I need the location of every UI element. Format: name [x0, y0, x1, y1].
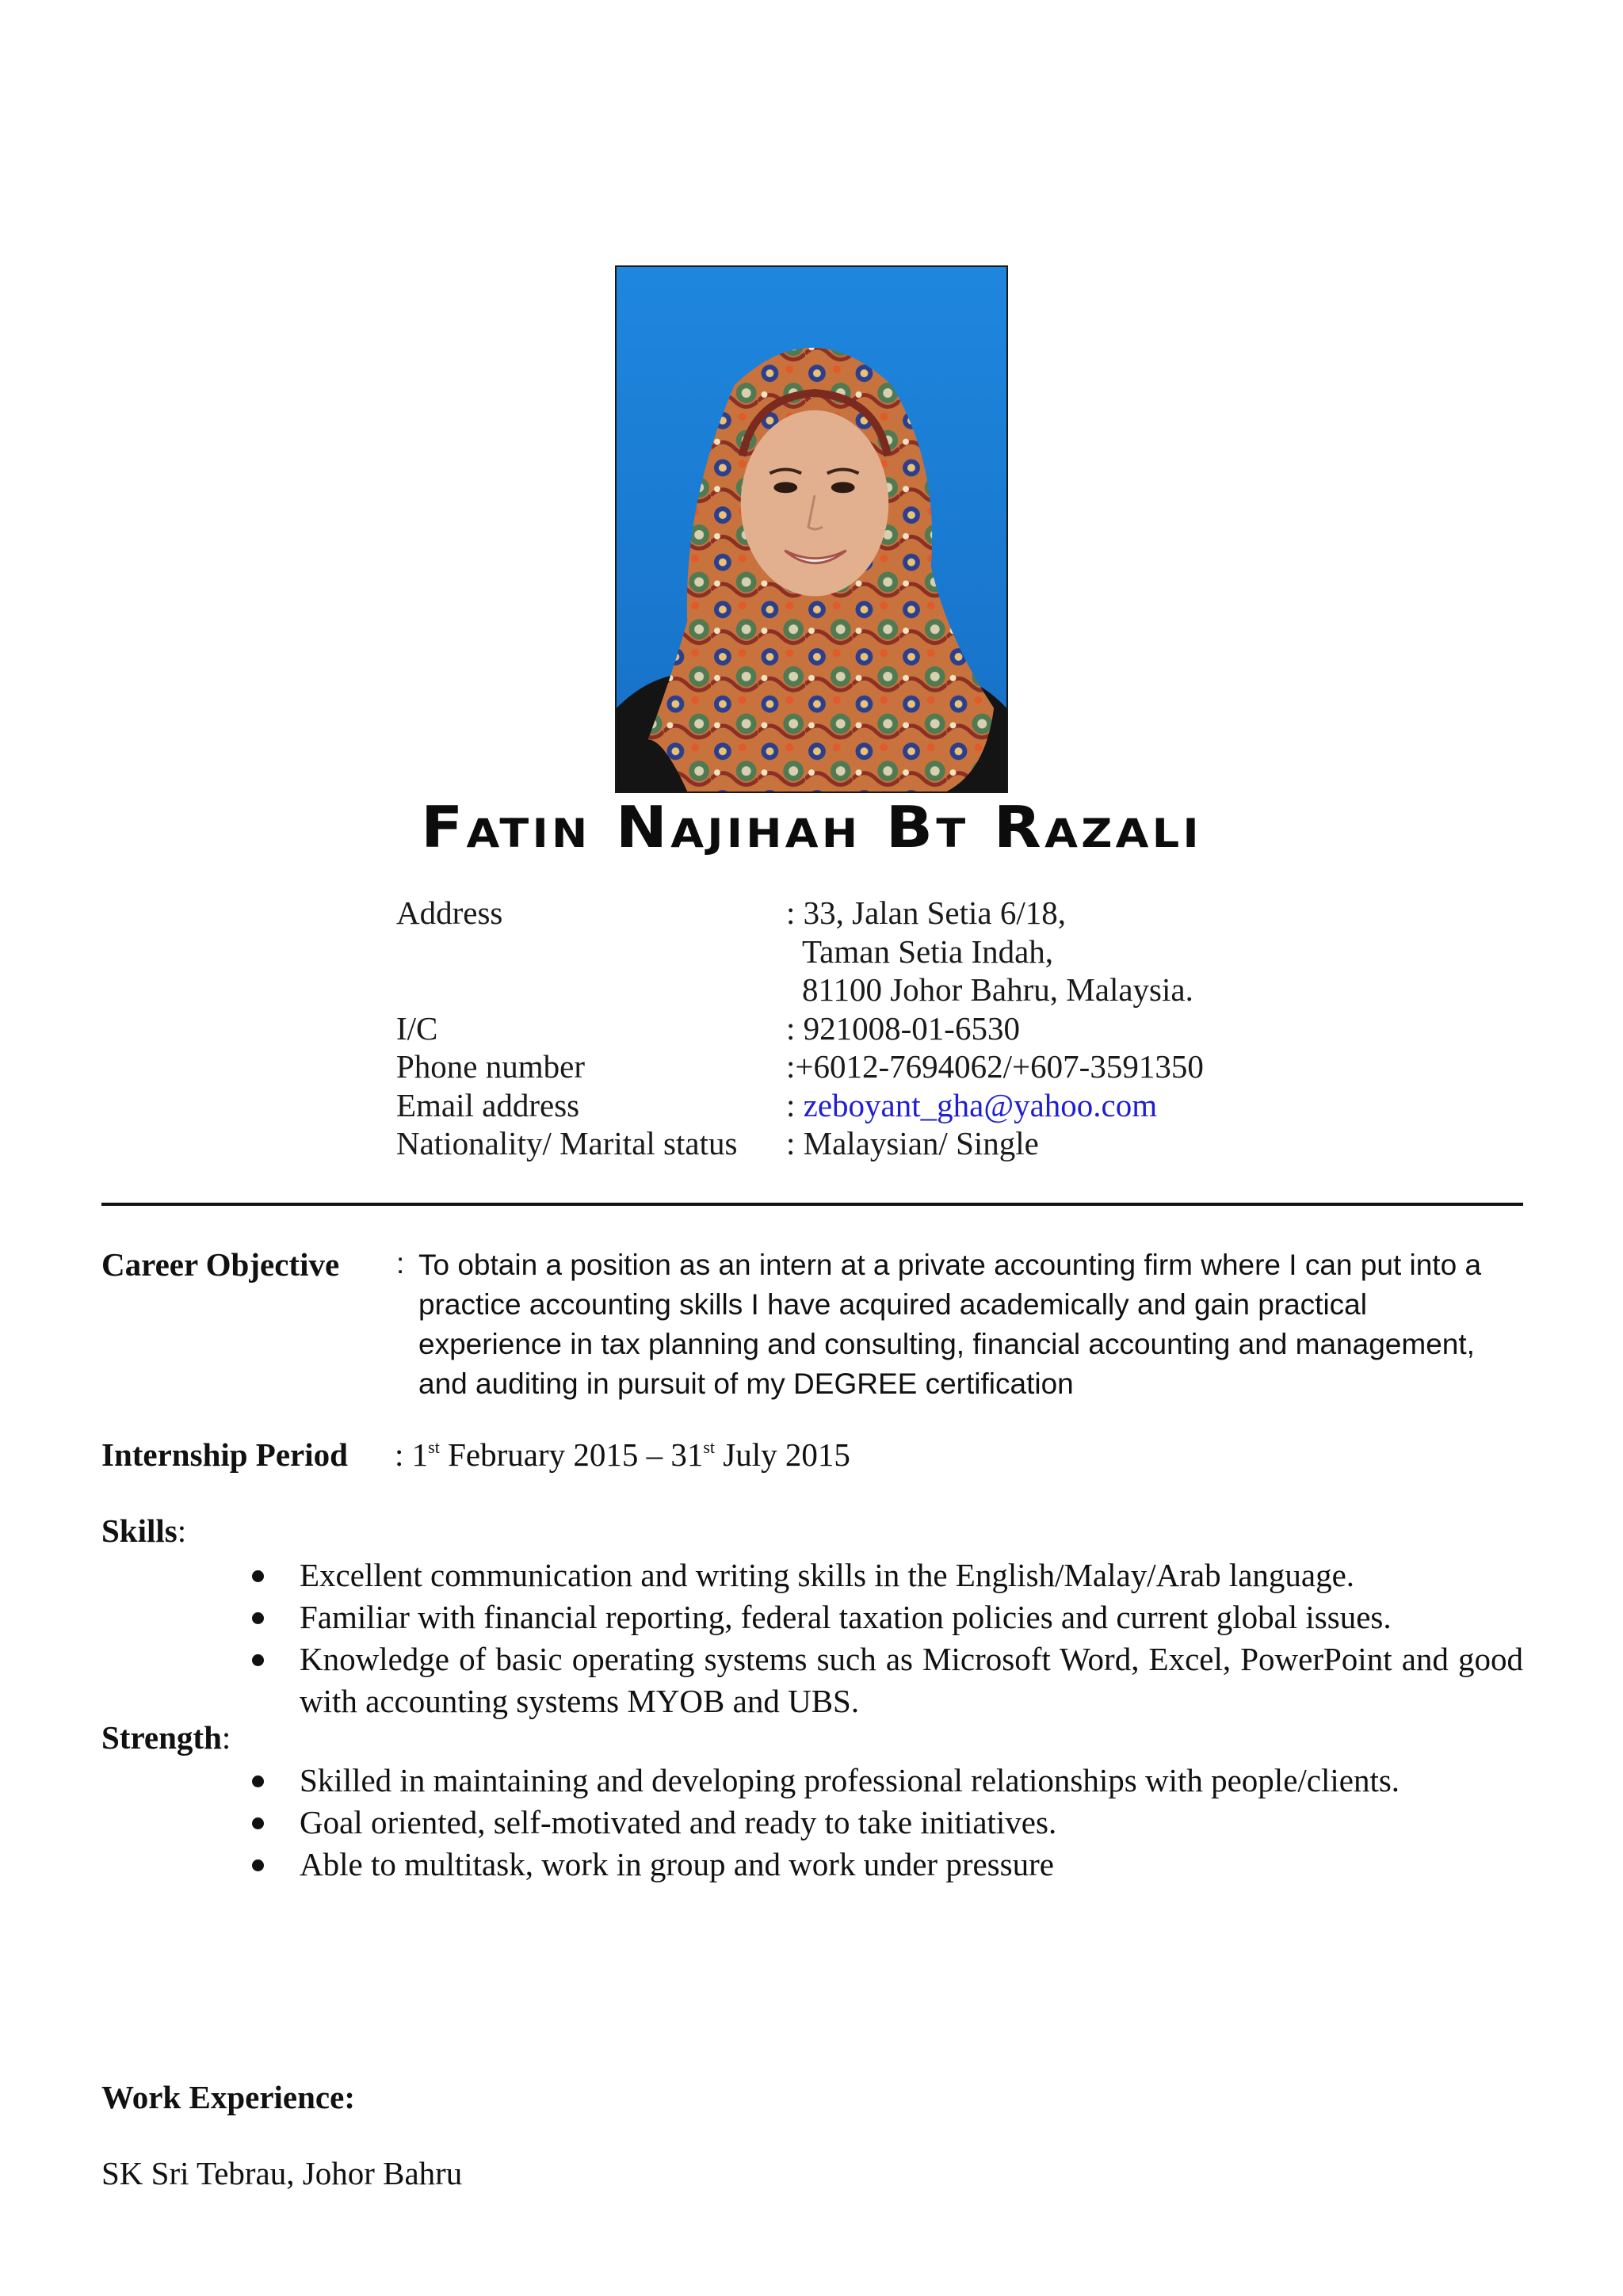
profile-photo [615, 265, 1008, 793]
career-colon: : [396, 1247, 405, 1280]
skills-list [238, 1554, 1523, 1722]
strength-text: Able to multitask, work in group and work under pressure [300, 1846, 1054, 1882]
ic-label: I/C [396, 1009, 438, 1047]
strength-heading [101, 1718, 231, 1756]
email-value-wrap [786, 1086, 1157, 1125]
candidate-name: Fatin Najihah Bt Razali [421, 794, 1202, 860]
list-item [238, 1760, 1523, 1802]
ic-row [396, 1009, 1204, 1048]
internship-sup-1: st [428, 1437, 440, 1457]
phone-row [396, 1047, 1204, 1086]
skills-colon: : [177, 1512, 187, 1549]
career-line: practice accounting skills I have acquired academically and gain practical [418, 1288, 1367, 1321]
address-label: Address [396, 894, 503, 931]
internship-prefix: : 1 [395, 1436, 429, 1473]
internship-mid: February 2015 – 31 [439, 1436, 704, 1473]
skills-heading [101, 1512, 186, 1550]
address-line-2-row [396, 933, 1204, 971]
strength-label: Strength [101, 1719, 222, 1756]
address-line-1: : 33, Jalan Setia 6/18, [786, 894, 1067, 931]
address-row [396, 894, 1204, 933]
strength-colon: : [221, 1719, 231, 1756]
ic-value: : 921008-01-6530 [786, 1009, 1020, 1047]
bullet-icon [252, 1775, 264, 1787]
email-row [396, 1086, 1204, 1125]
strength-text: Goal oriented, self-motivated and ready to take initiatives. [300, 1804, 1057, 1840]
skill-text: Knowledge of basic operating systems such as Microsoft Word, Excel, PowerPoint and good with accounting systems MYOB and UBS. [300, 1641, 1523, 1719]
list-item [238, 1554, 1523, 1596]
career-line: and auditing in pursuit of my DEGREE certification [418, 1367, 1074, 1400]
nationality-row [396, 1124, 1204, 1163]
career-line: To obtain a position as an intern at a private accounting firm where I can put into a [418, 1249, 1482, 1281]
phone-value: :+6012-7694062/+607-3591350 [786, 1048, 1204, 1085]
work-experience-label: Work Experience: [101, 2079, 355, 2115]
career-line: experience in tax planning and consulting, financial accounting and management, [418, 1328, 1475, 1360]
skill-text: Excellent communication and writing skills in the English/Malay/Arab language. [300, 1557, 1355, 1593]
list-item [238, 1802, 1523, 1844]
career-objective-text [418, 1245, 1528, 1404]
phone-label: Phone number [396, 1048, 585, 1085]
address-line-2: Taman Setia Indah, [802, 933, 1054, 970]
bullet-icon [252, 1612, 264, 1624]
personal-info [396, 894, 1204, 1163]
strength-text: Skilled in maintaining and developing professional relationships with people/clients. [300, 1762, 1400, 1798]
strength-list [238, 1760, 1523, 1886]
email-label: Email address [396, 1086, 580, 1123]
internship-suffix: July 2015 [715, 1436, 850, 1473]
career-objective-label: Career Objective [101, 1246, 340, 1283]
address-line-3-row [396, 971, 1204, 1009]
skill-text: Familiar with financial reporting, federal taxation policies and current global issues. [300, 1599, 1392, 1635]
section-divider [101, 1203, 1523, 1206]
bullet-icon [252, 1817, 264, 1829]
internship-period-value [395, 1436, 850, 1474]
email-link[interactable]: zeboyant_gha@yahoo.com [803, 1086, 1158, 1123]
work-experience-item: SK Sri Tebrau, Johor Bahru [101, 2155, 463, 2191]
internship-period-label: Internship Period [101, 1436, 348, 1473]
skills-label: Skills [101, 1512, 178, 1549]
bullet-icon [252, 1859, 264, 1871]
address-line-3: 81100 Johor Bahru, Malaysia. [802, 971, 1193, 1008]
list-item [238, 1844, 1523, 1886]
internship-sup-2: st [703, 1437, 716, 1457]
nationality-value: : Malaysian/ Single [786, 1125, 1039, 1161]
list-item [238, 1638, 1523, 1722]
nationality-label: Nationality/ Marital status [396, 1125, 738, 1161]
bullet-icon [252, 1570, 264, 1582]
email-prefix: : [786, 1086, 804, 1123]
bullet-icon [252, 1654, 264, 1666]
list-item [238, 1596, 1523, 1638]
portrait-image [617, 267, 1006, 791]
